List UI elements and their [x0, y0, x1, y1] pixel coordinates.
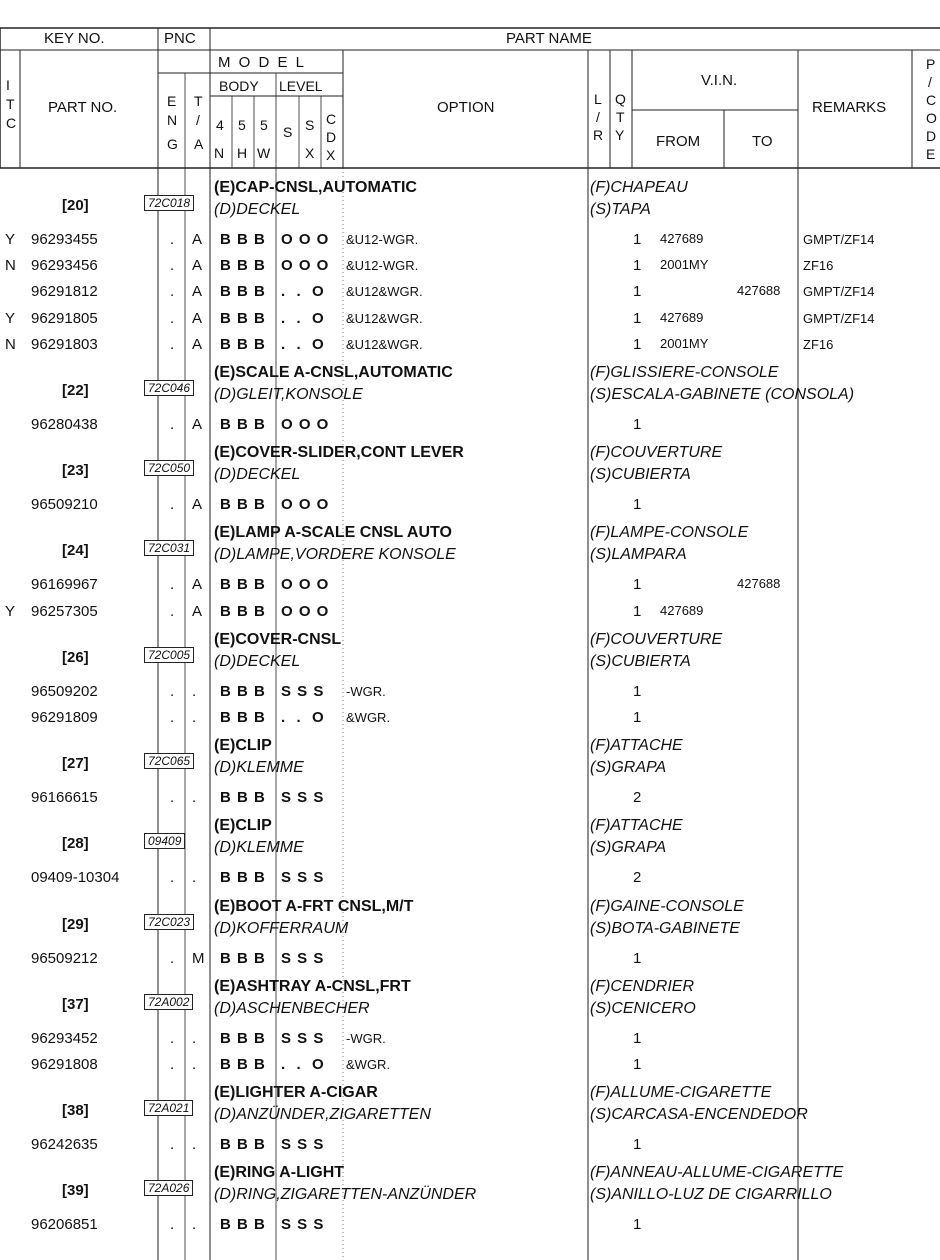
body-codes: B B B — [220, 283, 266, 301]
ta-header-t: T — [194, 93, 203, 109]
part-name-french: (F)LAMPE-CONSOLE — [590, 524, 749, 542]
part-name-spanish: (S)LAMPARA — [590, 546, 687, 564]
key-ref-number: [28] — [62, 835, 89, 853]
level-codes: S S S — [281, 789, 325, 807]
body-codes: B B B — [220, 709, 266, 726]
option-code: -WGR. — [346, 683, 386, 699]
ta-code: A — [192, 416, 203, 433]
vin-from: 2001MY — [660, 257, 709, 273]
part-name-spanish: (S)CUBIERTA — [590, 652, 691, 670]
part-name-spanish: (S)CENICERO — [590, 999, 696, 1017]
eng-code: . — [170, 1136, 175, 1154]
part-number: 96291803 — [31, 335, 98, 353]
option-header: OPTION — [437, 99, 495, 116]
body-codes: B B B — [220, 1029, 266, 1047]
pnc-code: 72C005 — [144, 647, 194, 663]
part-number: 96291808 — [31, 1056, 98, 1073]
eng-code: . — [170, 1029, 175, 1047]
level-col-sx-s: S — [305, 117, 315, 133]
part-name-french: (F)GAINE-CONSOLE — [590, 897, 744, 915]
part-name-german: (D)ASCHENBECHER — [214, 999, 370, 1017]
part-name-french: (F)GLISSIERE-CONSOLE — [590, 364, 779, 381]
body-codes: B B B — [220, 1136, 266, 1154]
ta-code: A — [192, 231, 203, 248]
level-col-sx-x: X — [305, 145, 315, 161]
part-number: 96293456 — [31, 257, 98, 275]
part-name-french: (F)CENDRIER — [590, 977, 694, 995]
vin-from: 427689 — [660, 231, 704, 246]
itc-header-c: C — [6, 115, 17, 131]
pcode-header-e: E — [926, 146, 936, 162]
body-codes: B B B — [220, 949, 266, 967]
key-ref-number: [39] — [62, 1182, 89, 1200]
body-codes: B B B — [220, 576, 266, 594]
eng-code: . — [170, 789, 175, 807]
level-codes: S S S — [281, 1216, 325, 1234]
remarks-text: GMPT/ZF14 — [803, 232, 875, 247]
body-codes: B B B — [220, 869, 266, 887]
remarks-text: GMPT/ZF14 — [803, 310, 875, 326]
pnc-code: 72C031 — [144, 540, 194, 556]
body-codes: B B B — [220, 231, 266, 248]
eng-code: . — [170, 309, 175, 327]
level-codes: O O O — [281, 602, 330, 620]
key-ref-number: [26] — [62, 648, 89, 666]
pcode-header-d: D — [926, 128, 937, 144]
quantity: 2 — [633, 789, 642, 807]
vin-from: 427689 — [660, 602, 704, 618]
quantity: 1 — [633, 576, 642, 594]
eng-code: . — [170, 283, 175, 301]
eng-code: . — [170, 496, 175, 514]
itc-flag: Y — [5, 231, 16, 248]
part-name-spanish: (S)TAPA — [590, 201, 651, 218]
part-number: 96293455 — [31, 231, 98, 248]
vin-to: 427688 — [737, 576, 781, 592]
part-name-spanish: (S)ANILLO-LUZ DE CIGARRILLO — [590, 1186, 832, 1204]
part-name-english: (E)CLIP — [214, 737, 272, 755]
ta-header-slash: / — [196, 112, 200, 128]
part-name-spanish: (S)GRAPA — [590, 759, 667, 777]
pcode-header-slash: / — [928, 74, 932, 90]
key-no-header: KEY NO. — [44, 30, 105, 47]
level-col-s: S — [283, 124, 293, 140]
eng-code: . — [170, 576, 175, 594]
body-col-4: 4 — [216, 117, 224, 133]
ta-code: . — [192, 1029, 197, 1047]
option-code: &U12&WGR. — [346, 284, 423, 300]
ta-header-a: A — [194, 136, 204, 152]
ta-code: . — [192, 869, 197, 887]
qty-header-t: T — [616, 109, 625, 125]
body-col-5h: 5 — [238, 117, 246, 133]
vin-from-header: FROM — [656, 133, 701, 150]
part-name-spanish: (S)CUBIERTA — [590, 466, 691, 484]
quantity: 1 — [633, 1056, 642, 1073]
quantity: 2 — [633, 869, 642, 887]
part-name-german: (D)DECKEL — [214, 652, 301, 670]
part-name-spanish: (S)CARCASA-ENCENDEDOR — [590, 1106, 808, 1124]
part-number: 96293452 — [31, 1029, 98, 1047]
pnc-code: 72A021 — [144, 1100, 193, 1116]
level-codes: S S S — [281, 1136, 325, 1154]
pnc-code: 72A026 — [144, 1180, 193, 1196]
level-col-cdx-c: C — [326, 111, 337, 127]
part-name-german: (D)DECKEL — [214, 466, 301, 484]
ta-code: . — [192, 1056, 197, 1073]
level-codes: O O O — [281, 576, 330, 594]
pcode-header-p: P — [926, 56, 936, 72]
eng-header-g: G — [167, 136, 178, 152]
quantity: 1 — [633, 309, 642, 327]
remarks-text: ZF16 — [803, 336, 834, 352]
level-codes: S S S — [281, 682, 325, 700]
part-number: 96291812 — [31, 283, 98, 301]
ta-code: A — [192, 257, 203, 275]
body-codes: B B B — [220, 1056, 266, 1073]
part-name-english: (E)ASHTRAY A-CNSL,FRT — [214, 977, 411, 995]
level-codes: S S S — [281, 869, 325, 887]
ta-code: A — [192, 602, 203, 620]
itc-header-i: I — [6, 77, 10, 93]
quantity: 1 — [633, 949, 642, 967]
eng-code: . — [170, 709, 175, 726]
part-name-french: (F)COUVERTURE — [590, 630, 723, 648]
pnc-code: 72A002 — [144, 994, 193, 1010]
part-name-english: (E)CLIP — [214, 817, 272, 835]
eng-code: . — [170, 1056, 175, 1073]
itc-flag: N — [5, 335, 16, 353]
quantity: 1 — [633, 682, 642, 700]
quantity: 1 — [633, 416, 642, 433]
body-sub-n: N — [214, 145, 225, 161]
part-name-french: (F)ATTACHE — [590, 737, 683, 755]
vin-to: 427688 — [737, 283, 781, 299]
part-name-german: (D)KOFFERRAUM — [214, 919, 349, 937]
remarks-header: REMARKS — [812, 99, 887, 116]
part-name-german: (D)DECKEL — [214, 201, 301, 218]
level-codes: O O O — [281, 416, 330, 433]
level-col-cdx-x: X — [326, 147, 336, 163]
pnc-code: 72C018 — [144, 195, 194, 211]
part-number: 96242635 — [31, 1136, 98, 1154]
vin-from: 427689 — [660, 309, 704, 325]
option-code: &WGR. — [346, 1057, 391, 1072]
eng-code: . — [170, 949, 175, 967]
vin-from: 2001MY — [660, 335, 709, 351]
level-header: LEVEL — [279, 78, 323, 94]
part-name-german: (D)ANZÜNDER,ZIGARETTEN — [214, 1106, 431, 1124]
body-codes: B B B — [220, 257, 266, 275]
qty-header-q: Q — [615, 91, 626, 107]
part-name-english: (E)CAP-CNSL,AUTOMATIC — [214, 179, 417, 196]
ta-code: A — [192, 496, 203, 514]
option-code: &WGR. — [346, 710, 391, 725]
part-name-english: (E)LIGHTER A-CIGAR — [214, 1084, 378, 1102]
key-ref-number: [20] — [62, 197, 89, 214]
part-number: 96291809 — [31, 709, 98, 726]
ta-code: . — [192, 1136, 197, 1154]
ta-code: . — [192, 789, 197, 807]
key-ref-number: [38] — [62, 1102, 89, 1120]
ta-code: A — [192, 309, 203, 327]
option-code: &U12-WGR. — [346, 232, 419, 247]
qty-header-y: Y — [615, 127, 625, 143]
option-code: &U12-WGR. — [346, 258, 419, 274]
level-codes: O O O — [281, 496, 330, 514]
part-number: 96509212 — [31, 949, 98, 967]
quantity: 1 — [633, 709, 642, 726]
part-name-english: (E)COVER-CNSL — [214, 630, 342, 648]
itc-flag: Y — [5, 309, 16, 327]
eng-code: . — [170, 257, 175, 275]
part-name-french: (F)CHAPEAU — [590, 179, 688, 196]
itc-flag: N — [5, 257, 16, 275]
ta-code: . — [192, 682, 197, 700]
body-col-5w: 5 — [260, 117, 268, 133]
quantity: 1 — [633, 602, 642, 620]
pcode-header-o: O — [926, 110, 937, 126]
level-codes: . . O — [281, 1056, 325, 1073]
pnc-code: 72C046 — [144, 380, 194, 396]
body-codes: B B B — [220, 602, 266, 620]
eng-code: . — [170, 231, 175, 248]
option-code: -WGR. — [346, 1030, 386, 1046]
part-name-german: (D)LAMPE,VORDERE KONSOLE — [214, 546, 456, 564]
level-codes: . . O — [281, 335, 325, 353]
part-no-header: PART NO. — [48, 99, 118, 116]
ta-code: A — [192, 576, 203, 594]
eng-header-e: E — [167, 93, 177, 109]
key-ref-number: [24] — [62, 542, 89, 560]
key-ref-number: [29] — [62, 915, 89, 933]
part-number: 96291805 — [31, 309, 98, 327]
ta-code: A — [192, 283, 203, 301]
part-number: 96206851 — [31, 1216, 98, 1234]
part-name-german: (D)GLEIT,KONSOLE — [214, 386, 363, 403]
part-number: 96280438 — [31, 416, 98, 433]
part-number: 96257305 — [31, 602, 98, 620]
part-number: 96509210 — [31, 496, 98, 514]
level-col-cdx-d: D — [326, 129, 337, 145]
body-sub-w: W — [257, 145, 271, 161]
body-header: BODY — [219, 78, 259, 94]
part-name-header: PART NAME — [506, 30, 592, 47]
level-codes: S S S — [281, 1029, 325, 1047]
key-ref-number: [22] — [62, 382, 89, 399]
pnc-code: 72C050 — [144, 460, 194, 476]
key-ref-number: [37] — [62, 995, 89, 1013]
lr-header-l: L — [594, 91, 602, 107]
part-name-french: (F)ANNEAU-ALLUME-CIGARETTE — [590, 1164, 844, 1182]
body-codes: B B B — [220, 789, 266, 807]
quantity: 1 — [633, 283, 642, 301]
vin-header: V.I.N. — [701, 72, 738, 89]
itc-header-t: T — [6, 96, 15, 112]
ta-code: A — [192, 335, 203, 353]
vin-to-header: TO — [752, 133, 773, 150]
model-header: M O D E L — [218, 54, 307, 71]
level-codes: . . O — [281, 709, 325, 726]
remarks-text: GMPT/ZF14 — [803, 284, 875, 300]
eng-code: . — [170, 335, 175, 353]
body-codes: B B B — [220, 496, 266, 514]
part-name-spanish: (S)ESCALA-GABINETE (CONSOLA) — [590, 386, 855, 403]
part-name-english: (E)COVER-SLIDER,CONT LEVER — [214, 444, 464, 462]
quantity: 1 — [633, 496, 642, 514]
lr-header-slash: / — [596, 109, 600, 125]
pnc-code: 72C023 — [144, 914, 194, 930]
part-number: 96509202 — [31, 682, 98, 700]
part-number: 09409-10304 — [31, 869, 120, 887]
remarks-text: ZF16 — [803, 258, 834, 274]
ta-code: . — [192, 1216, 197, 1234]
eng-header-n: N — [167, 112, 178, 128]
body-codes: B B B — [220, 309, 266, 327]
pcode-header-c: C — [926, 92, 937, 108]
part-number: 96166615 — [31, 789, 98, 807]
body-codes: B B B — [220, 682, 266, 700]
body-codes: B B B — [220, 1216, 266, 1234]
eng-code: . — [170, 602, 175, 620]
part-name-spanish: (S)BOTA-GABINETE — [590, 919, 740, 937]
eng-code: . — [170, 869, 175, 887]
quantity: 1 — [633, 1136, 642, 1154]
lr-header-r: R — [593, 127, 604, 143]
option-code: &U12&WGR. — [346, 310, 423, 326]
part-name-english: (E)SCALE A-CNSL,AUTOMATIC — [214, 364, 453, 381]
quantity: 1 — [633, 1029, 642, 1047]
eng-code: . — [170, 416, 175, 433]
pnc-code: 72C065 — [144, 753, 194, 769]
ta-code: M — [192, 949, 205, 967]
level-codes: O O O — [281, 257, 330, 275]
part-name-french: (F)ATTACHE — [590, 817, 683, 835]
level-codes: S S S — [281, 949, 325, 967]
part-name-french: (F)COUVERTURE — [590, 444, 723, 462]
pnc-code: 09409 — [144, 833, 185, 849]
body-codes: B B B — [220, 335, 266, 353]
part-number: 96169967 — [31, 576, 98, 594]
key-ref-number: [23] — [62, 462, 89, 480]
quantity: 1 — [633, 257, 642, 275]
part-name-german: (D)RING,ZIGARETTEN-ANZÜNDER — [214, 1186, 477, 1204]
part-name-german: (D)KLEMME — [214, 839, 304, 857]
level-codes: . . O — [281, 283, 325, 301]
part-name-english: (E)LAMP A-SCALE CNSL AUTO — [214, 524, 452, 542]
quantity: 1 — [633, 1216, 642, 1234]
body-sub-h: H — [237, 145, 248, 161]
part-name-french: (F)ALLUME-CIGARETTE — [590, 1084, 772, 1102]
level-codes: O O O — [281, 231, 330, 248]
itc-flag: Y — [5, 602, 16, 620]
eng-code: . — [170, 682, 175, 700]
quantity: 1 — [633, 335, 642, 353]
body-codes: B B B — [220, 416, 266, 433]
level-codes: . . O — [281, 309, 325, 327]
part-name-german: (D)KLEMME — [214, 759, 304, 777]
eng-code: . — [170, 1216, 175, 1234]
ta-code: . — [192, 709, 197, 726]
part-name-spanish: (S)GRAPA — [590, 839, 667, 857]
pnc-header: PNC — [164, 30, 196, 47]
part-name-english: (E)RING A-LIGHT — [214, 1164, 345, 1182]
quantity: 1 — [633, 231, 642, 248]
key-ref-number: [27] — [62, 755, 89, 773]
part-name-english: (E)BOOT A-FRT CNSL,M/T — [214, 897, 414, 915]
option-code: &U12&WGR. — [346, 336, 423, 352]
